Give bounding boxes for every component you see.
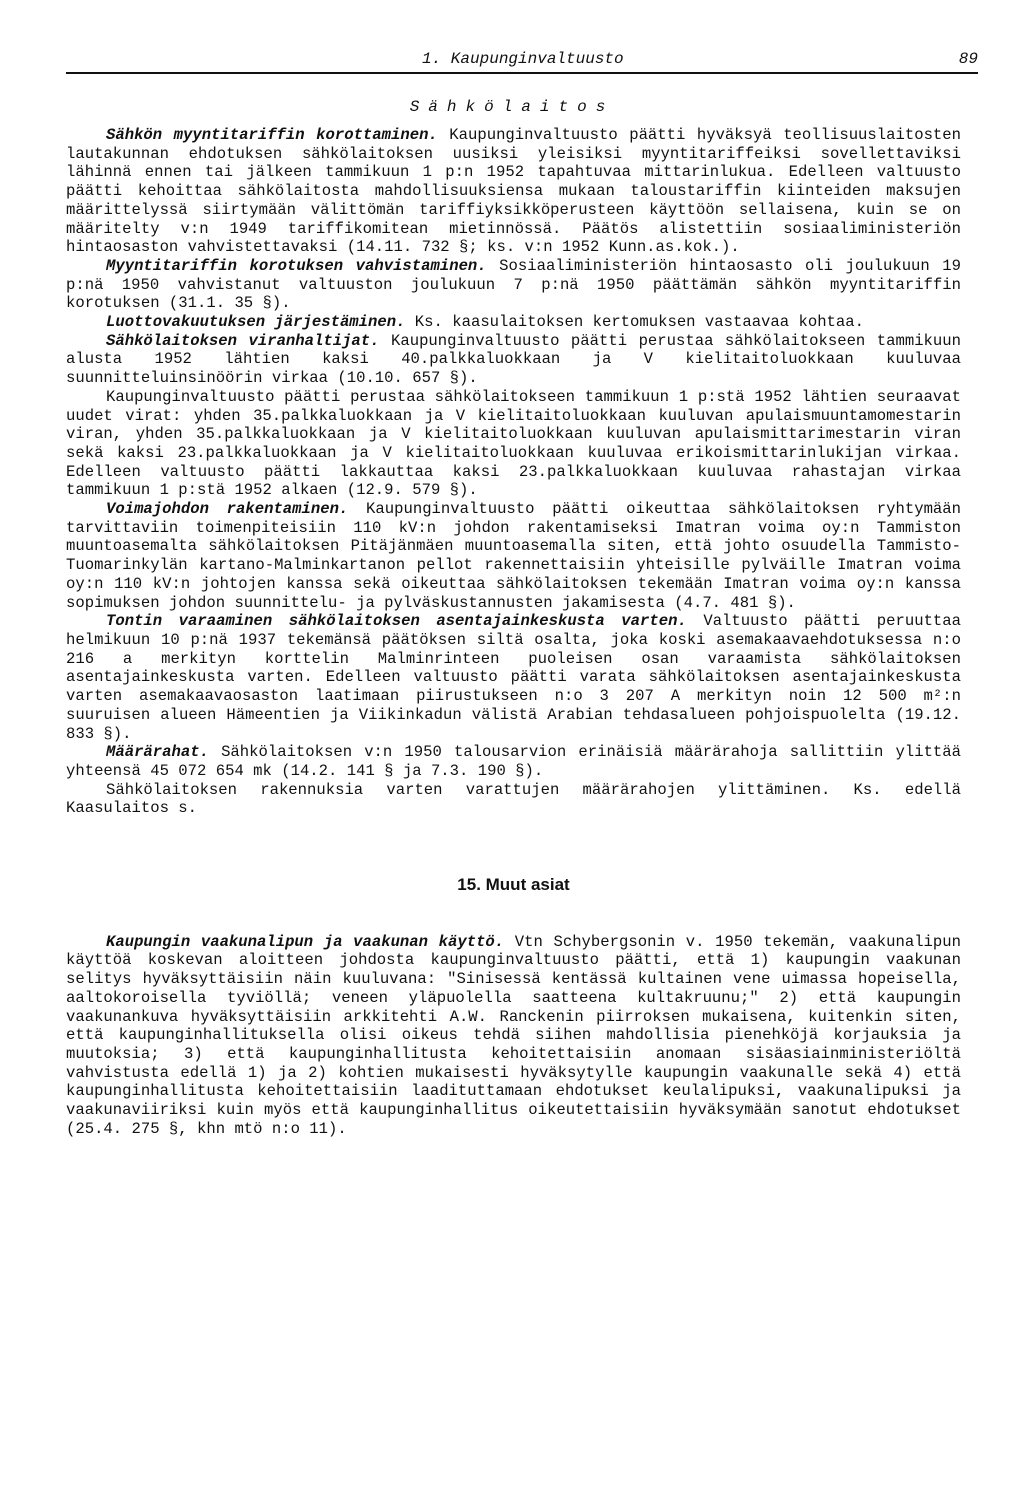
paragraph-text: Kaupunginvaltuusto päätti perustaa sähkölaitokseen tammikuun alusta 1952 lähtien kaksi 40.palkkaluokkaan ja V kielitaitoluokkaan kuuluvaa suunnitteluinsinöörin virkaa (10.10. 657 §). xyxy=(66,331,961,388)
paragraph-text: Sosiaaliministeriön hintaosasto oli joulukuun 19 p:nä 1950 vahvistanut valtuuston joulukuun 7 p:nä 1950 päättämän sähkön myyntitariffin korotuksen (31.1. 35 §). xyxy=(66,256,962,313)
section-title: Sähkölaitos xyxy=(409,98,615,116)
paragraph xyxy=(66,332,961,388)
paragraph-text: Kaupunginvaltuusto päätti oikeuttaa sähkölaitoksen ryhtymään tarvittaviin toimenpiteisiin 110 kV:n johdon rakentamiseksi Imatran voima oy:n Tammiston muuntoasemalta sähkölaitoksen Pitäjänmäen muuntoasemalla siten, että johto osuudella Tammisto-Tuomarinkylän kartano-Malminkartanon pellot rakennettaisiin yhteisille pylväille Imatran voima oy:n 110 kV:n johtojen kanssa sekä oikeuttaa sähkölaitoksen tekemään Imatran voima oy:n kanssa sopimuksen johdon suunnittelu- ja pylväskustannusten jakamisesta (4.7. 481 §). xyxy=(66,500,962,612)
paragraph-text: Kaupunginvaltuusto päätti perustaa sähkölaitokseen tammikuun 1 p:stä 1952 lähtien seuraavat uudet virat: yhden 35.palkkaluokkaan ja V kielitaitoluokkaan kuuluvan apulaismuuntamomestarin viran, yhden 35.palkkaluokkaan ja V kielitaitoluokkaan kuuluvan apulaismittarimestarin viran sekä kaksi 23.palkkaluokkaan ja V kielitaitoluokkaan kuuluvaa erikoismittarinlukijan virkaa. Edelleen valtuusto päätti lakkauttaa kaksi 23.palkkaluokkaan kuuluvaa rahastajan virkaa tammikuun 1 p:stä 1952 alkaen (12.9. 579 §). xyxy=(66,387,961,500)
page-number: 89 xyxy=(958,50,978,68)
paragraph-heading: Määrärahat. xyxy=(106,743,209,762)
paragraph-text: Sähkölaitoksen v:n 1950 talousarvion erinäisiä määrärahoja sallittiin ylittää yhteensä 45 072 654 mk (14.2. 141 § ja 7.3. 190 §). xyxy=(66,743,961,780)
paragraph xyxy=(66,612,961,743)
paragraph-heading: Kaupungin vaakunalipun ja vaakunan käyttö. xyxy=(106,932,505,951)
running-head: 1. Kaupunginvaltuusto xyxy=(422,50,624,68)
paragraph-heading: Sähkölaitoksen viranhaltijat. xyxy=(106,331,380,350)
paragraph xyxy=(66,781,961,818)
chapter-heading: 15. Muut asiat xyxy=(457,875,570,895)
paragraph xyxy=(66,126,961,257)
paragraph xyxy=(66,743,961,780)
paragraph-heading: Myyntitariffin korotuksen vahvistaminen. xyxy=(106,256,487,275)
document-body xyxy=(66,126,961,1138)
paragraph-heading: Sähkön myyntitariffin korottaminen. xyxy=(106,126,438,144)
paragraph-text: Valtuusto päätti peruuttaa helmikuun 10 p:nä 1937 tekemänsä päätöksen siltä osalta, joka koski asemakaavaehdotuksessa n:o 216 a merkityn korttelin Malminrinteen puoleisen osan varaamista sähkölaitoksen asentajainkeskusta varten. Edelleen valtuusto päätti varata sähkölaitoksen asentajainkeskusta varten asemakaavaosaston laatimaan piirustukseen n:o 3 207 A merkityn noin 12 500 m²:n suuruisen alueen Hämeentien ja Viikinkadun välistä Arabian tehdasalueen pohjoispuolelta (19.12. 833 §). xyxy=(66,612,961,743)
paragraph-text: Sähkölaitoksen rakennuksia varten varattujen määrärahojen ylittäminen. Ks. edellä Kaasulaitos s. xyxy=(66,780,961,818)
paragraph xyxy=(66,500,961,612)
paragraph xyxy=(66,388,961,500)
paragraph xyxy=(66,313,961,332)
paragraph xyxy=(66,933,961,1139)
paragraph-heading: Luottovakuutuksen järjestäminen. xyxy=(106,313,406,332)
paragraph-heading: Tontin varaaminen sähkölaitoksen asentajainkeskusta varten. xyxy=(106,612,687,631)
page-header xyxy=(66,50,978,74)
paragraph xyxy=(66,257,961,313)
paragraph-text: Vtn Schybergsonin v. 1950 tekemän, vaakunalipun käyttöä koskevan aloitteen johdosta kaupunginvaltuusto päätti, että 1) kaupungin vaakunan selitys hyväksyttäisiin näin kuuluvana: "Sinisessä kentässä kultainen vene uimassa hopeisella, aaltokoroisella tyviöllä; veneen yläpuolella saatteena kultakruunu;" 2) että kaupungin vaakunankuva hyväksyttäisiin arkkitehti A.W. Ranckenin piirroksen mukaisena, kuitenkin siten, että kaupunginhallituksella olisi oikeus tehdä siihen mahdollisia pienehköjä korjauksia ja muutoksia; 3) että kaupunginhallitusta kehoitettaisiin anomaan sisäasiainministeriöltä vahvistusta edellä 1) ja 2) kohtien mukaisesti hyväksytylle kaupungin vaakunalle sekä 4) että kaupunginhallitusta kehoitettaisiin laadituttamaan ehdotukset keulalipuksi, vaakunalipuksi ja vaakunaviiriksi kuin myös että kaupunginhallitus oikeutettaisiin hyväksymään sanotut ehdotukset (25.4. 275 §, khn mtö n:o 11). xyxy=(66,932,961,1138)
paragraph-heading: Voimajohdon rakentaminen. xyxy=(106,500,349,519)
paragraph-text: Kaupunginvaltuusto päätti hyväksyä teollisuuslaitosten lautakunnan ehdotuksen sähkölaitoksen uusiksi yleisiksi myyntitariffeiksi sovellettaviksi lähinnä ennen tai jälkeen tammikuun 1 p:n 1952 tapahtuvaa mittarinlukua. Edelleen valtuusto päätti kehoittaa sähkölaitosta mahdollisuuksiensa mukaan taloustariffin kiinteiden maksujen määrittelyssä siirtymään välittömän tariffiyksikköperusteen käyttöön sellaisena, kuin se on määritelty v:n 1949 tariffikomitean mietinnössä. Päätös alistettiin sosiaaliministeriön hintaosaston vahvistettavaksi (14.11. 732 §; ks. v:n 1952 Kunn.as.kok.). xyxy=(66,126,961,257)
paragraph-text: Ks. kaasulaitoksen kertomuksen vastaavaa kohtaa. xyxy=(405,313,864,332)
